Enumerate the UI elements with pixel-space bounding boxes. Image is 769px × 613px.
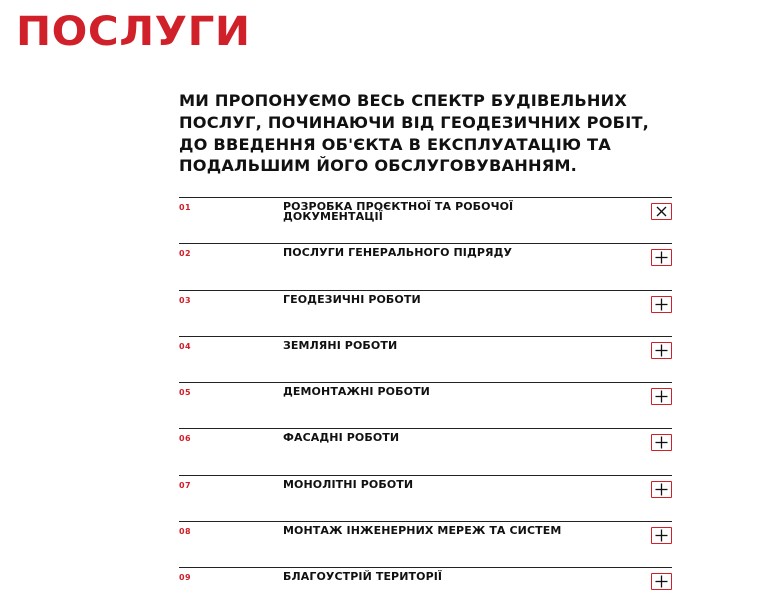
service-row[interactable] — [179, 428, 672, 474]
service-label: МОНТАЖ ІНЖЕНЕРНИХ МЕРЕЖ ТА СИСТЕМ — [283, 523, 562, 537]
service-row[interactable] — [179, 243, 672, 289]
plus-icon — [655, 344, 668, 357]
service-label: МОНОЛІТНІ РОБОТИ — [283, 477, 414, 491]
plus-icon — [655, 251, 668, 264]
service-number: 08 — [179, 526, 191, 536]
expand-toggle-button[interactable] — [651, 573, 672, 590]
expand-toggle-button[interactable] — [651, 388, 672, 405]
service-label: ФАСАДНІ РОБОТИ — [283, 431, 400, 445]
expand-toggle-button[interactable] — [651, 527, 672, 544]
service-number: 05 — [179, 388, 191, 397]
service-row[interactable] — [179, 567, 672, 613]
service-row[interactable] — [179, 475, 672, 521]
service-row[interactable] — [179, 336, 672, 382]
service-number: 03 — [179, 295, 191, 305]
service-label: БЛАГОУСТРІЙ ТЕРИТОРІЇ — [283, 570, 443, 583]
service-label: РОЗРОБКА ПРОЄКТНОЇ ТА РОБОЧОЇ ДОКУМЕНТАЦІЇ — [283, 200, 514, 223]
service-number: 04 — [179, 341, 191, 351]
close-icon — [656, 206, 667, 217]
plus-icon — [655, 436, 668, 449]
expand-toggle-button[interactable] — [651, 342, 672, 359]
collapse-toggle-button[interactable] — [651, 203, 672, 220]
plus-icon — [655, 529, 668, 542]
intro-text: МИ ПРОПОНУЄМО ВЕСЬ СПЕКТР БУДІВЕЛЬНИХ ПОСЛУГ, ПОЧИНАЮЧИ ВІД ГЕОДЕЗИЧНИХ РОБІТ, ДО ВВЕДЕННЯ ОБ'ЄКТА В ЕКСПЛУАТАЦІЮ ТА ПОДАЛЬШИМ ЙОГО ОБСЛУГОВУВАННЯМ. — [179, 91, 650, 176]
service-number: 02 — [179, 249, 191, 259]
service-label: ДЕМОНТАЖНІ РОБОТИ — [283, 385, 430, 398]
plus-icon — [655, 575, 668, 588]
service-label: ГЕОДЕЗИЧНІ РОБОТИ — [283, 292, 421, 306]
service-number: 09 — [179, 573, 191, 582]
expand-toggle-button[interactable] — [651, 434, 672, 451]
plus-icon — [655, 390, 668, 403]
service-row[interactable] — [179, 197, 672, 243]
service-number: 06 — [179, 434, 191, 444]
plus-icon — [655, 298, 668, 311]
page-title: ПОСЛУГИ — [16, 9, 251, 55]
services-list — [179, 197, 672, 613]
service-number: 07 — [179, 480, 191, 490]
service-label: ПОСЛУГИ ГЕНЕРАЛЬНОГО ПІДРЯДУ — [283, 246, 513, 260]
service-row[interactable] — [179, 290, 672, 336]
expand-toggle-button[interactable] — [651, 296, 672, 313]
service-label: ЗЕМЛЯНІ РОБОТИ — [283, 338, 398, 352]
service-row[interactable] — [179, 382, 672, 428]
plus-icon — [655, 483, 668, 496]
service-number: 01 — [179, 203, 191, 212]
service-row[interactable] — [179, 521, 672, 567]
expand-toggle-button[interactable] — [651, 481, 672, 498]
expand-toggle-button[interactable] — [651, 249, 672, 266]
